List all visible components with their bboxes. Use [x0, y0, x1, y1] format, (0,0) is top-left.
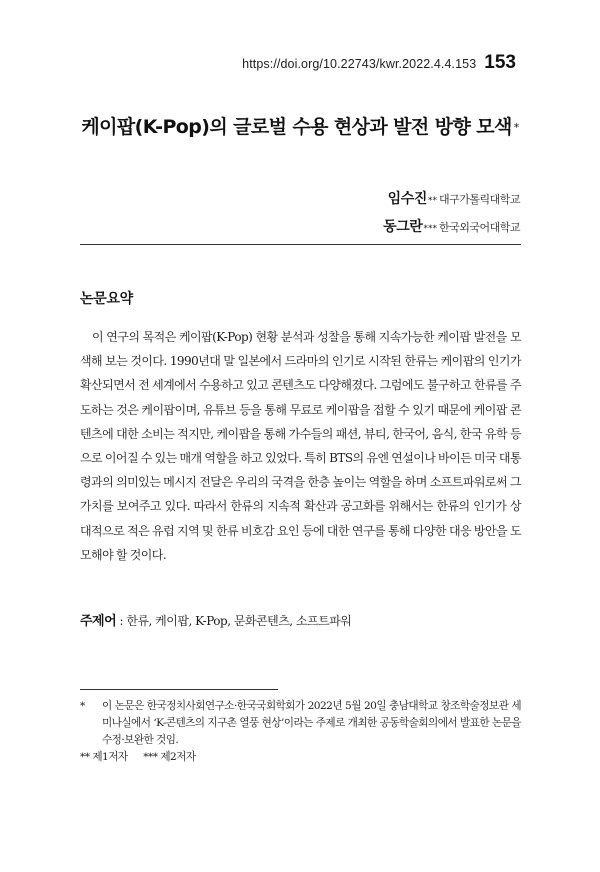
- author-entry-1: [383, 186, 520, 214]
- footnote-text: 제1저자: [92, 751, 128, 763]
- footnote-mark: **: [80, 751, 90, 763]
- author-name: 동그란: [383, 219, 423, 235]
- footnote-1: [80, 698, 521, 749]
- paper-title: [0, 112, 600, 139]
- keywords-separator: :: [116, 614, 127, 628]
- keywords-label: 주제어: [80, 614, 117, 629]
- author-list: [383, 186, 520, 242]
- author-name: 임수진: [387, 191, 427, 207]
- footnote-text: 제2저자: [160, 751, 196, 763]
- doi-link[interactable]: https://doi.org/10.22743/kwr.2022.4.4.153: [242, 57, 477, 71]
- footnote-text: 이 논문은 한국정치사회연구소·한국국회학회가 2022년 5월 20일 충남대학교 창조학술정보관 세미나실에서 ‘K-콘텐츠의 지구촌 열풍 현상’이라는 주제로 개최한 공동학술회의에서 발표한 논문을 수정·보완한 것임.: [102, 700, 521, 746]
- footnote-mark: *: [80, 700, 85, 712]
- footnote-mark: ***: [143, 751, 158, 763]
- author-affiliation: 한국외국어대학교: [438, 221, 520, 234]
- keywords-values: 한류, 케이팝, K-Pop, 문화콘텐츠, 소프트파워: [126, 614, 352, 628]
- page-header: [242, 52, 516, 74]
- paper-title-text: 케이팝(K-Pop)의 글로벌 수용 현상과 발전 방향 모색: [81, 116, 512, 138]
- author-entry-2: [383, 214, 520, 242]
- footnotes: [80, 698, 521, 766]
- title-footnote-mark: *: [513, 121, 519, 134]
- footnote-divider: [80, 689, 278, 690]
- author-footnote-mark: ***: [423, 224, 437, 234]
- author-footnote-mark: **: [427, 196, 437, 206]
- author-affiliation: 대구가톨릭대학교: [438, 193, 520, 206]
- footnote-2: [80, 749, 521, 766]
- page-number: 153: [484, 52, 516, 73]
- keywords-line: [80, 610, 521, 629]
- header-divider: [80, 244, 521, 245]
- abstract-body: 이 연구의 목적은 케이팝(K-Pop) 현황 분석과 성찰을 통해 지속가능한 케이팝 발전을 모색해 보는 것이다. 1990년대 말 일본에서 드라마의 인기로 시작된 한류는 케이팝의 인기가 확산되면서 전 세계에서 수용하고 있고 콘텐츠도 다양해졌다. 그럼에도 불구하고 한류를 주도하는 것은 케이팝이며, 유튜브 등을 통해 무료로 케이팝을 접할 수 있기 때문에 케이팝 콘텐츠에 대한 소비는 적지만, 케이팝을 통해 가수들의 패션, 뷰티, 한국어, 음식, 한국 유학 등으로 이어질 수 있는 매개 역할을 하고 있었다. 특히 BTS의 유엔 연설이나 바이든 미국 대통령과의 의미있는 메시지 전달은 우리의 국격을 한층 높이는 역할을 하며 소프트파워로써 그 가치를 보여주고 있다. 따라서 한류의 지속적 확산과 공고화를 위해서는 한류의 인기가 상대적으로 적은 유럽 지역 및 한류 비호감 요인 등에 대한 연구를 통해 다양한 대응 방안을 도모해야 할 것이다.: [80, 330, 521, 562]
- abstract-heading: 논문요약: [80, 291, 133, 307]
